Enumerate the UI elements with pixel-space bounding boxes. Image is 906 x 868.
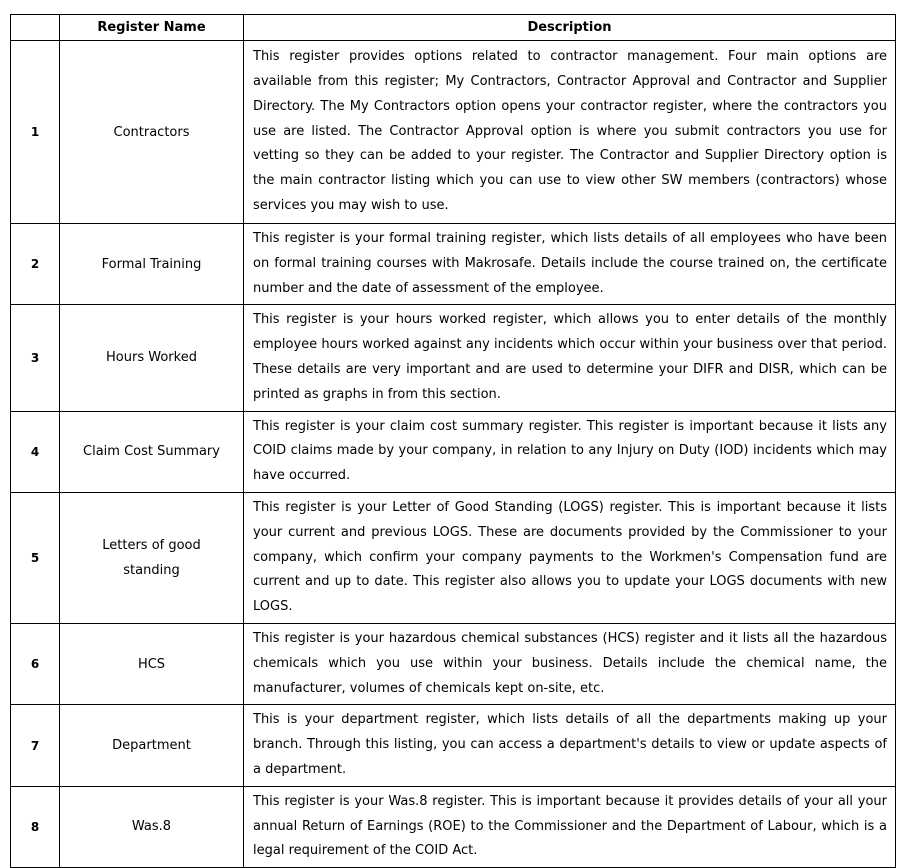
register-description: This register provides options related to contractor management. Four main options are available from this register; My Contractors, Contractor Approval and Contractor and Supplier Directory. The My Contractors option opens your contractor register, where the contractors you use are listed. The Contractor Approval option is where you submit contractors you use for vetting so they can be added to your register. The Contractor and Supplier Directory option is the main contractor listing which you can use to view other SW members (contractors) whose services you may wish to use. xyxy=(244,41,896,224)
register-description: This is your department register, which lists details of all the departments making up your branch. Through this listing, you can access a department's details to view or update aspects of a department. xyxy=(244,705,896,786)
header-register-name: Register Name xyxy=(60,15,244,41)
table-row xyxy=(11,41,896,224)
table-header xyxy=(11,15,896,41)
register-description: This register is your Letter of Good Standing (LOGS) register. This is important because it lists your current and previous LOGS. These are documents provided by the Commissioner to your company, which confirm your company payments to the Workmen's Compensation fund are current and up to date. This register also allows you to update your LOGS documents with new LOGS. xyxy=(244,492,896,623)
header-number xyxy=(11,15,60,41)
register-description: This register is your hours worked register, which allows you to enter details of the monthly employee hours worked against any incidents which occur within your business over that period. These details are very important and are used to determine your DIFR and DISR, which can be printed as graphs in from this section. xyxy=(244,305,896,411)
register-name: Formal Training xyxy=(60,224,244,305)
header-description: Description xyxy=(244,15,896,41)
row-number: 4 xyxy=(11,411,60,492)
table-row xyxy=(11,786,896,867)
table-row xyxy=(11,224,896,305)
table-row xyxy=(11,305,896,411)
register-name: Contractors xyxy=(60,41,244,224)
row-number: 6 xyxy=(11,623,60,704)
header-row xyxy=(11,15,896,41)
table-row xyxy=(11,411,896,492)
register-name: Was.8 xyxy=(60,786,244,867)
register-description: This register is your hazardous chemical substances (HCS) register and it lists all the hazardous chemicals which you use within your business. Details include the chemical name, the manufacturer, volumes of chemicals kept on-site, etc. xyxy=(244,623,896,704)
table-row xyxy=(11,492,896,623)
table-body xyxy=(11,41,896,868)
register-name: Department xyxy=(60,705,244,786)
register-name: Hours Worked xyxy=(60,305,244,411)
register-description: This register is your claim cost summary register. This register is important because it lists any COID claims made by your company, in relation to any Injury on Duty (IOD) incidents which may have occurred. xyxy=(244,411,896,492)
row-number: 7 xyxy=(11,705,60,786)
table-row xyxy=(11,623,896,704)
register-description: This register is your Was.8 register. This is important because it provides details of your all your annual Return of Earnings (ROE) to the Commissioner and the Department of Labour, which is a legal requirement of the COID Act. xyxy=(244,786,896,867)
row-number: 5 xyxy=(11,492,60,623)
register-name: Claim Cost Summary xyxy=(60,411,244,492)
table-row xyxy=(11,705,896,786)
row-number: 2 xyxy=(11,224,60,305)
register-name: HCS xyxy=(60,623,244,704)
registers-table xyxy=(10,14,896,868)
register-name: Letters of good standing xyxy=(60,492,244,623)
row-number: 8 xyxy=(11,786,60,867)
register-description: This register is your formal training register, which lists details of all employees who have been on formal training courses with Makrosafe. Details include the course trained on, the certificate number and the date of assessment of the employee. xyxy=(244,224,896,305)
row-number: 3 xyxy=(11,305,60,411)
row-number: 1 xyxy=(11,41,60,224)
